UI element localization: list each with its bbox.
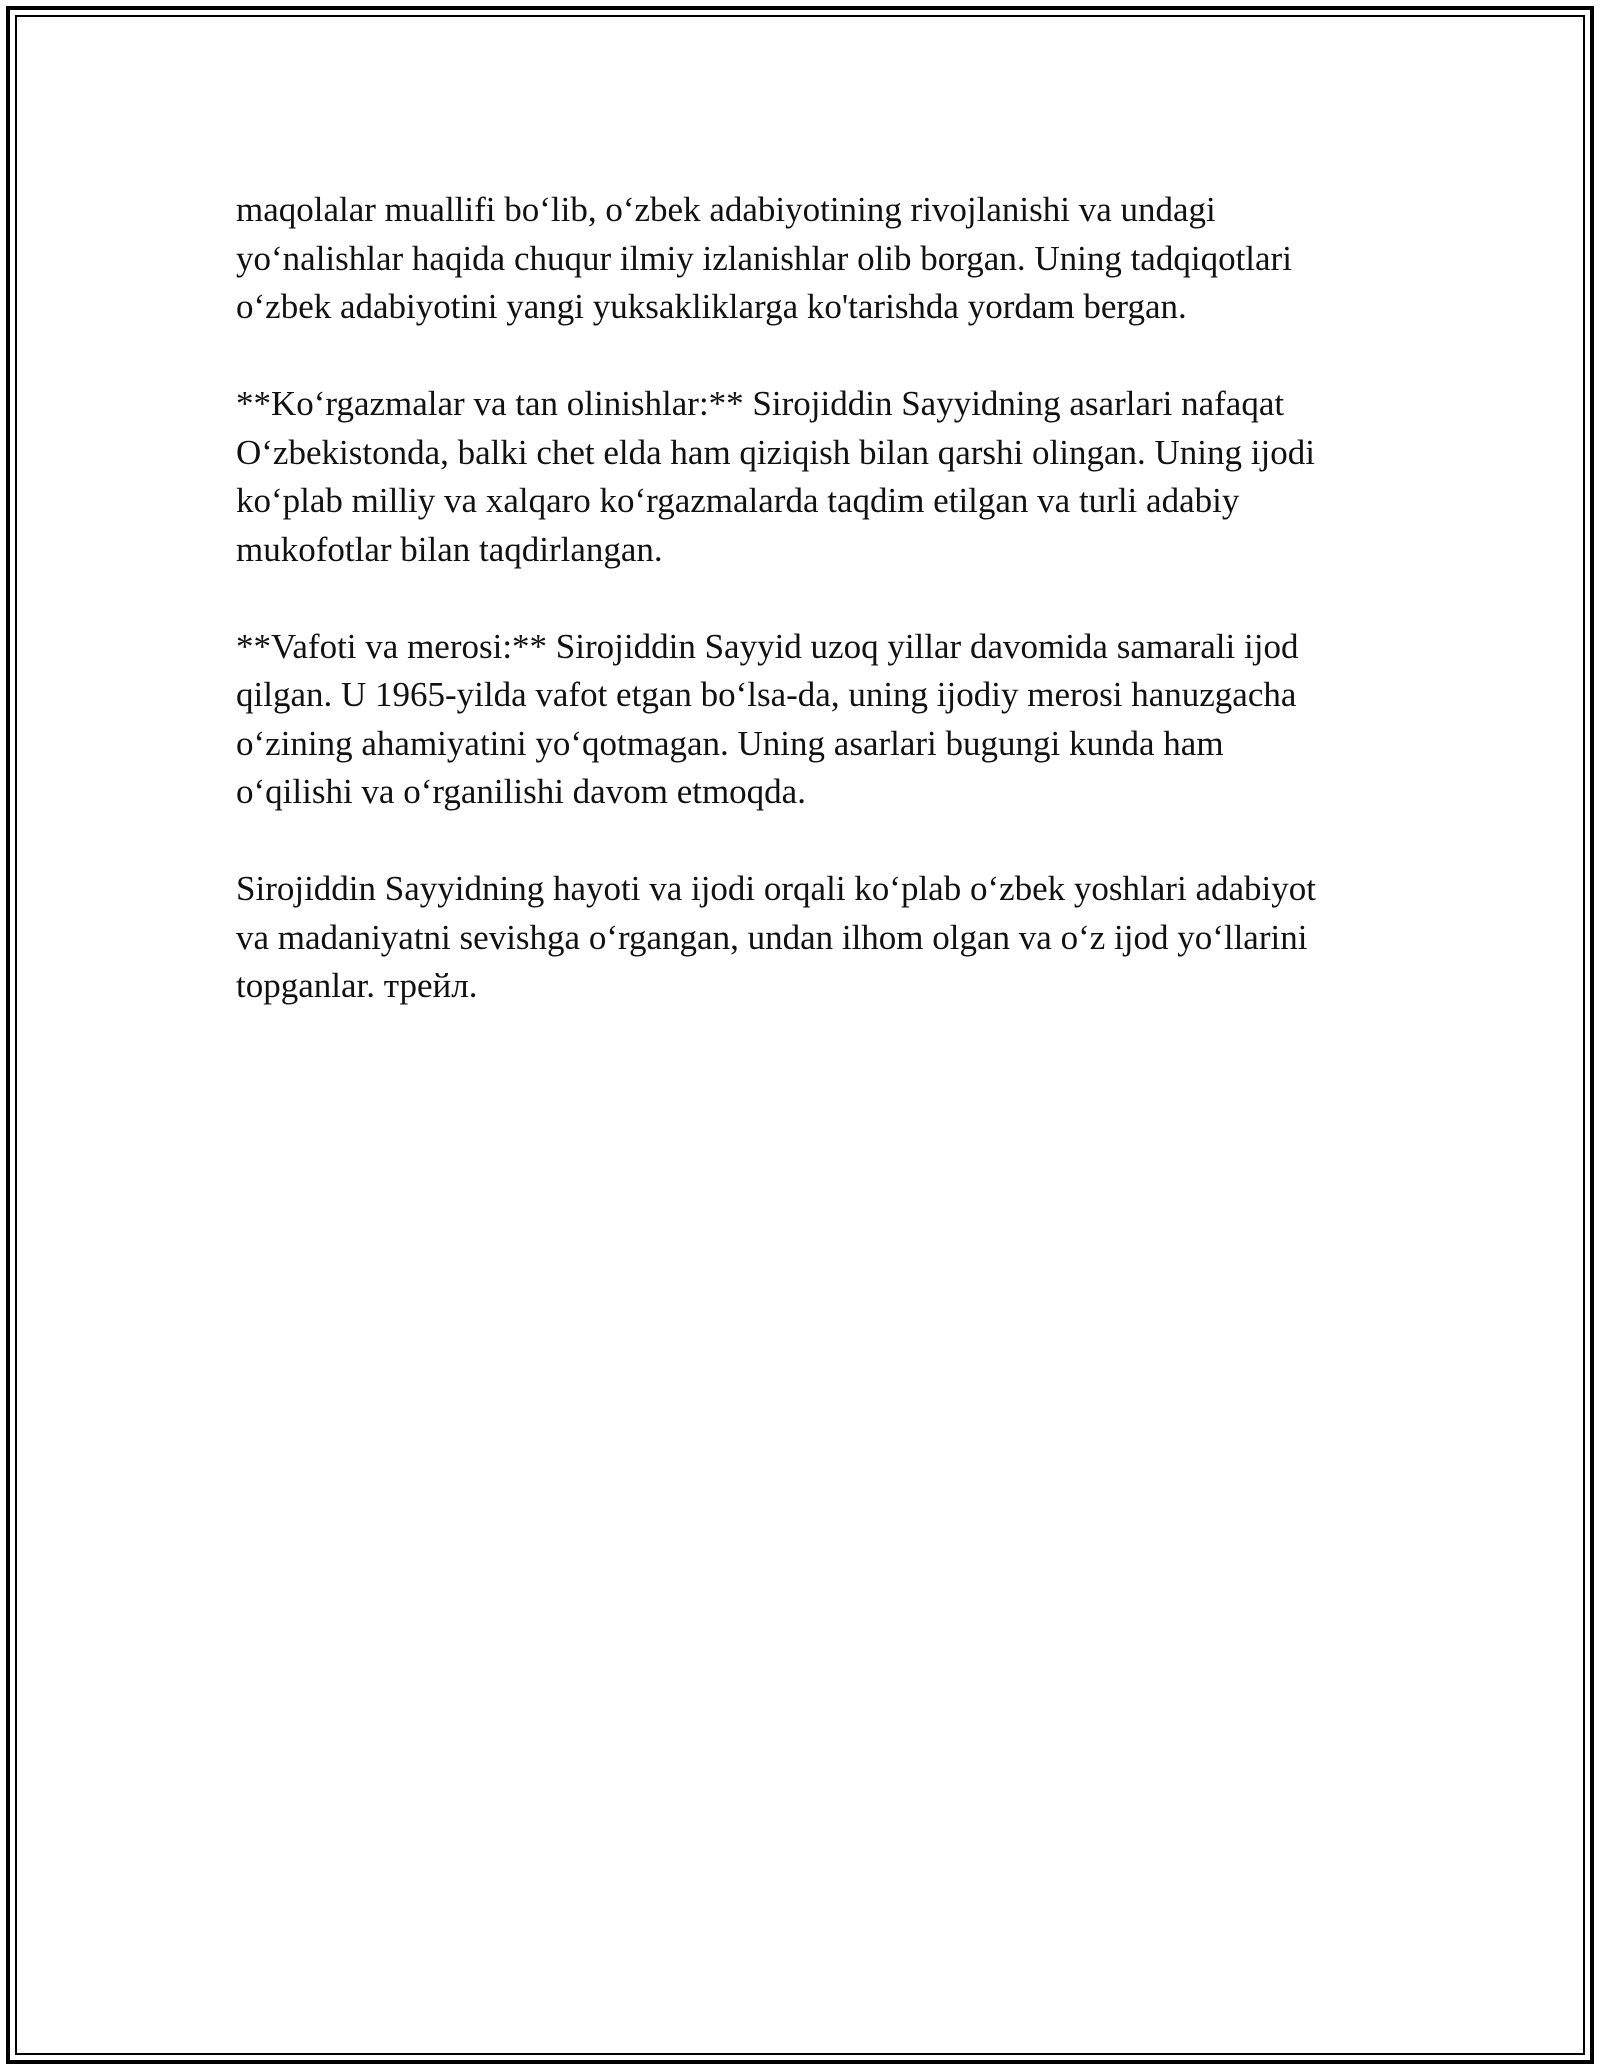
paragraph-exhibitions-recognition: **Ko‘rgazmalar va tan olinishlar:** Sirojiddin Sayyidning asarlari nafaqat O‘zbekistonda, balki chet elda ham qiziqish bilan qarshi olingan. Uning ijodi ko‘plab milliy va xalqaro ko‘rgazmalarda taqdim etilgan va turli adabiy mukofotlar bilan taqdirlangan. bbox=[236, 384, 1315, 569]
paragraph-death-legacy: **Vafoti va merosi:** Sirojiddin Sayyid uzoq yillar davomida samarali ijod qilgan. U 1965-yilda vafot etgan bo‘lsa-da, uning ijodiy merosi hanuzgacha o‘zining ahamiyatini yo‘qotmagan. Uning asarlari bugungi kunda ham o‘qilishi va o‘rganilishi davom etmoqda. bbox=[236, 626, 1299, 811]
paragraph-intro-continuation: maqolalar muallifi bo‘lib, o‘zbek adabiyotining rivojlanishi va undagi yo‘nalishlar haqida chuqur ilmiy izlanishlar olib borgan. Uning tadqiqotlari o‘zbek adabiyotini yangi yuksakliklarga ko'tarishda yordam bergan. bbox=[236, 190, 1292, 326]
document-body bbox=[236, 186, 1396, 1059]
paragraph-conclusion: Sirojiddin Sayyidning hayoti va ijodi orqali ko‘plab o‘zbek yoshlari adabiyot va madaniyatni sevishga o‘rgangan, undan ilhom olgan va o‘z ijod yo‘llarini topganlar. трейл. bbox=[236, 869, 1316, 1005]
